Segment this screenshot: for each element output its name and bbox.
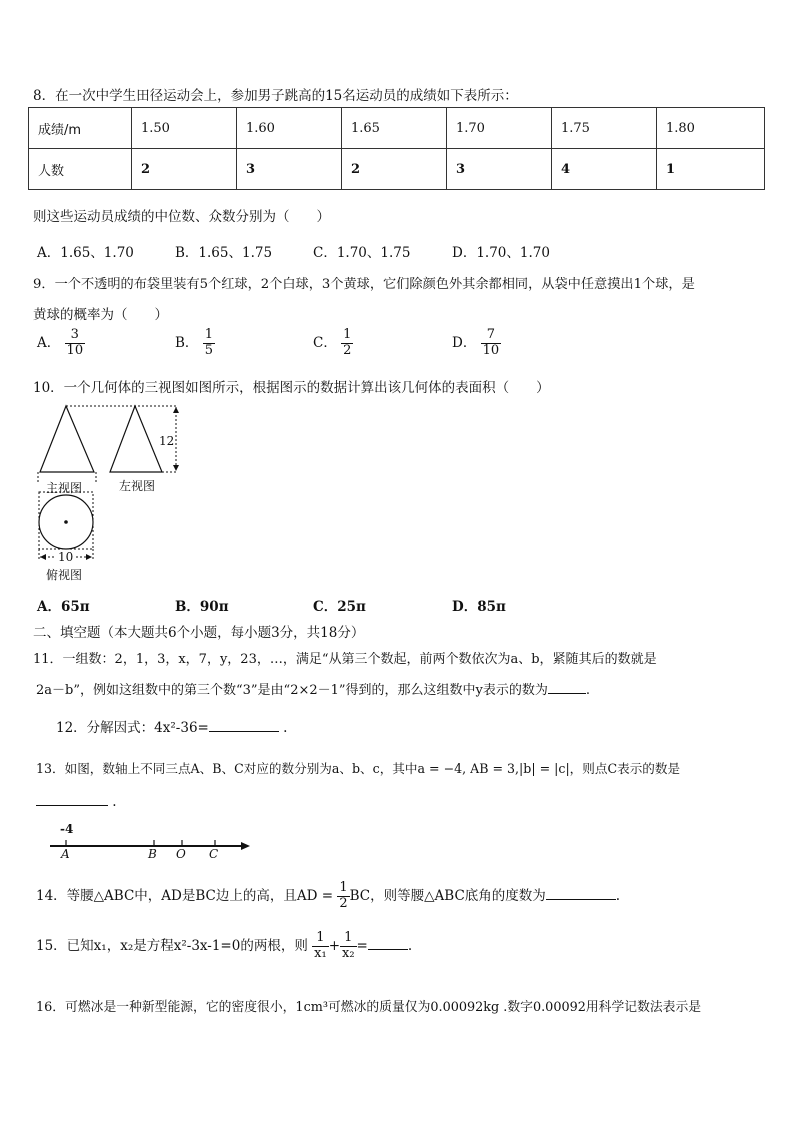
point-c-label: C <box>209 847 219 861</box>
denominator: 2 <box>343 342 352 358</box>
q15: 15．已知x₁，x₂是方程x²-3x-1=0的两根，则 $\frac{1}{\text{x₁}}$ + $\frac{1}{\text{x₂}}$ = . <box>36 930 413 961</box>
table-cell: 3 <box>447 149 552 190</box>
point-b-label: B <box>148 847 157 861</box>
q9-option-b <box>175 328 215 359</box>
q10-option-a: A．65π <box>37 599 90 615</box>
tick-value-label: -4 <box>60 822 74 836</box>
q9-option-d <box>452 328 501 359</box>
numerator: 1 <box>339 880 348 895</box>
numerator: 1 <box>340 931 357 947</box>
q9-stem-line1: 9．一个不透明的布袋里装有5个红球，2个白球，3个黄球，它们除颜色外其余都相同，从袋中任意摸出1个球，是 <box>33 277 695 292</box>
plus-sign: + <box>328 937 340 954</box>
answer-blank[interactable] <box>36 794 108 806</box>
q10-option-d: D．85π <box>452 599 506 615</box>
q8-option-d: D．1.70、1.70 <box>452 245 550 261</box>
table-cell: 1.75 <box>552 108 657 149</box>
scores-table <box>28 107 765 190</box>
denominator: 5 <box>204 342 213 358</box>
table-cell: 1.60 <box>237 108 342 149</box>
q12-text: 12．分解因式：4x²-36= <box>56 720 209 736</box>
q10-stem: 10．一个几何体的三视图如图所示，根据图示的数据计算出该几何体的表面积（ ） <box>33 380 550 396</box>
answer-blank[interactable] <box>548 682 586 694</box>
fraction <box>481 328 502 359</box>
left-view-triangle <box>110 406 162 472</box>
fraction <box>312 931 329 962</box>
denominator: 2 <box>339 895 348 911</box>
table-cell: 2 <box>132 149 237 190</box>
fraction <box>203 328 215 359</box>
q8-ask: 则这些运动员成绩的中位数、众数分别为（ ） <box>33 209 330 225</box>
q12: 12．分解因式：4x²-36= . <box>56 720 288 736</box>
option-label: A． <box>37 334 61 351</box>
left-view-label: 左视图 <box>119 479 156 493</box>
width-label: 10 <box>58 550 74 564</box>
numerator: 7 <box>481 328 502 344</box>
q13-blank-line: . <box>36 794 117 810</box>
q11-line2-text: 2a－b”，例如这组数中的第三个数“3”是由“2×2－1”得到的，那么这组数中y表示的数为 <box>36 683 548 698</box>
answer-blank[interactable] <box>209 720 279 732</box>
denominator: 10 <box>66 342 84 358</box>
height-label: 12 <box>159 434 175 448</box>
q11-line1: 11．一组数：2，1，3，x，7，y，23，…，满足“从第三个数起，前两个数依次为a、b，紧随其后的数就是 <box>33 652 657 667</box>
q10-option-b: B．90π <box>175 599 229 615</box>
table-cell: 1.80 <box>657 108 765 149</box>
q15-pre: 15．已知x₁，x₂是方程x²-3x-1=0的两根，则 <box>36 937 308 954</box>
numerator: 3 <box>65 328 86 344</box>
q10-option-c: C．25π <box>313 599 366 615</box>
table-cell: 成绩/m <box>29 108 132 149</box>
q16: 16．可燃冰是一种新型能源，它的密度很小，1cm³可燃冰的质量仅为0.00092kg .数字0.00092用科学记数法表示是 <box>36 1000 702 1015</box>
q14: 14．等腰△ABC中，AD是BC边上的高，且AD = $\frac{1}{2}$ BC，则等腰△ABC底角的度数为 . <box>36 880 621 911</box>
q8-stem: 8．在一次中学生田径运动会上，参加男子跳高的15名运动员的成绩如下表所示： <box>33 88 518 104</box>
option-label: C． <box>313 334 337 351</box>
option-label: B． <box>175 334 199 351</box>
table-cell: 4 <box>552 149 657 190</box>
fraction <box>341 328 353 359</box>
main-view-triangle <box>40 406 94 472</box>
denominator: x₂ <box>342 945 355 961</box>
option-label: D． <box>452 334 477 351</box>
table-cell: 人数 <box>29 149 132 190</box>
q14-post: BC，则等腰△ABC底角的度数为 <box>349 887 546 904</box>
answer-blank[interactable] <box>368 938 408 950</box>
point-o-label: O <box>176 847 186 861</box>
q9-option-a <box>37 328 85 359</box>
point-a-label: A <box>61 847 70 861</box>
numerator: 1 <box>343 327 352 342</box>
fraction <box>340 931 357 962</box>
main-view-label: 主视图 <box>46 481 83 495</box>
q9-stem-line2: 黄球的概率为（ ） <box>33 307 168 323</box>
table-cell: 2 <box>342 149 447 190</box>
table-cell: 1 <box>657 149 765 190</box>
table-row <box>29 108 765 149</box>
answer-blank[interactable] <box>546 888 616 900</box>
section-title: 二、填空题（本大题共6个小题，每小题3分，共18分） <box>33 625 365 641</box>
q15-post: = <box>356 937 368 954</box>
numerator: 1 <box>312 931 329 947</box>
q8-option-a: A．1.65、1.70 <box>37 245 134 261</box>
axis-arrow-icon <box>241 842 250 850</box>
q13-line1: 13．如图，数轴上不同三点A、B、C对应的数分别为a、b、c，其中a = −4, AB = 3,|b| = |c|，则点C表示的数是 <box>36 761 681 776</box>
table-cell: 1.65 <box>342 108 447 149</box>
fraction <box>337 881 349 912</box>
numerator: 1 <box>204 327 213 342</box>
q11-line2: 2a－b”，例如这组数中的第三个数“3”是由“2×2－1”得到的，那么这组数中y表示的数为 . <box>36 683 591 698</box>
denominator: 10 <box>482 342 500 358</box>
table-cell: 3 <box>237 149 342 190</box>
fraction <box>65 328 86 359</box>
top-view-label: 俯视图 <box>46 568 83 582</box>
q8-option-c: C．1.70、1.75 <box>313 245 411 261</box>
q8-option-b: B．1.65、1.75 <box>175 245 273 261</box>
q14-pre: 14．等腰△ABC中，AD是BC边上的高，且AD = <box>36 887 334 904</box>
table-cell: 1.50 <box>132 108 237 149</box>
table-cell: 1.70 <box>447 108 552 149</box>
q9-option-c <box>313 328 353 359</box>
table-row <box>29 149 765 190</box>
denominator: x₁ <box>314 945 327 961</box>
